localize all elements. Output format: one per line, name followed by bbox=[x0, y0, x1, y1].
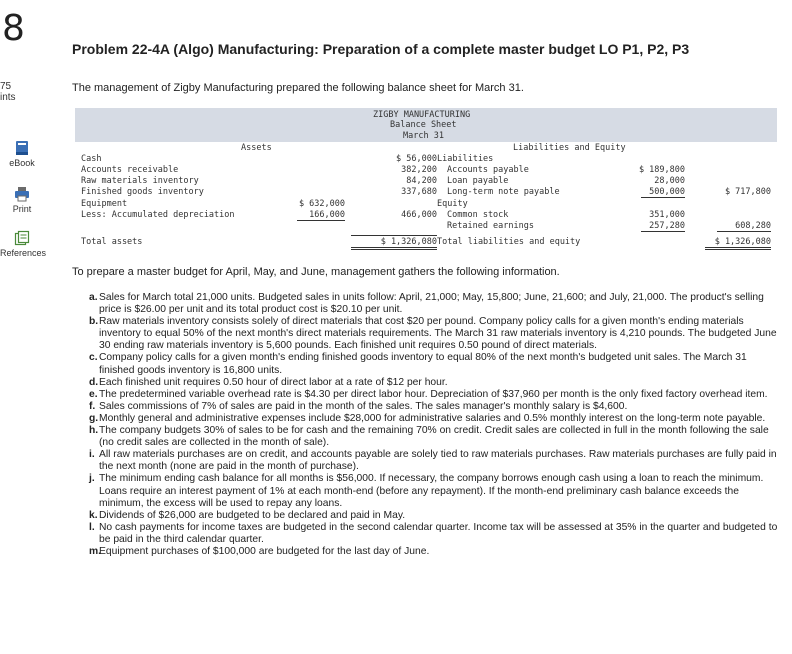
depreciation-underline bbox=[297, 220, 345, 221]
points-value: 75 bbox=[0, 81, 12, 92]
prep-text: To prepare a master budget for April, May, and June, management gathers the following information. bbox=[72, 266, 560, 278]
references-button[interactable] bbox=[0, 230, 47, 258]
ebook-icon bbox=[14, 140, 30, 156]
list-item bbox=[89, 316, 779, 352]
ebook-label: eBook bbox=[9, 158, 35, 168]
references-label: References bbox=[0, 248, 47, 258]
assets-header: Assets bbox=[241, 143, 272, 153]
item-text: Monthly general and administrative expenses include $28,000 for administrative salaries and 0.5% monthly interest on the long-term note payable. bbox=[99, 412, 766, 424]
equipment-label: Equipment bbox=[81, 199, 128, 209]
ar-label: Accounts receivable bbox=[81, 165, 179, 175]
list-item bbox=[89, 449, 779, 473]
finished-goods-value: 337,680 bbox=[401, 187, 437, 197]
loan-label: Loan payable bbox=[447, 176, 509, 186]
references-icon bbox=[14, 230, 30, 246]
total-equity-underline bbox=[717, 231, 771, 232]
ap-value: $ 189,800 bbox=[638, 165, 685, 175]
list-item bbox=[89, 401, 779, 413]
equipment-value: $ 632,000 bbox=[298, 199, 345, 209]
common-stock-label: Common stock bbox=[447, 210, 509, 220]
list-item bbox=[89, 473, 779, 509]
depreciation-value: 166,000 bbox=[309, 210, 345, 220]
item-letter: k. bbox=[89, 509, 98, 521]
item-letter: a. bbox=[89, 292, 98, 303]
retained-earnings-label: Retained earnings bbox=[447, 221, 534, 231]
item-text: Each finished unit requires 0.50 hour of direct labor at a rate of $12 per hour. bbox=[99, 376, 448, 388]
company-name: ZIGBY MANUFACTURING bbox=[373, 110, 471, 120]
points-label: ints bbox=[0, 92, 16, 103]
ebook-button[interactable] bbox=[0, 140, 44, 168]
list-item bbox=[89, 352, 779, 376]
info-list bbox=[89, 292, 779, 558]
liabilities-equity-header: Liabilities and Equity bbox=[513, 143, 626, 153]
total-liab-equity-double-underline bbox=[705, 247, 771, 250]
list-item bbox=[89, 377, 779, 389]
raw-materials-label: Raw materials inventory bbox=[81, 176, 199, 186]
equity-label: Equity bbox=[437, 199, 468, 209]
item-text: No cash payments for income taxes are budgeted in the second calendar quarter. Income tax will be assessed at 35% in the quarter and budgeted to be paid in the third calendar quarter. bbox=[99, 521, 778, 545]
item-letter: m. bbox=[89, 545, 102, 557]
item-text: The predetermined variable overhead rate is $4.30 per direct labor hour. Depreciation of $37,960 per month is the only fixed factory overhead item. bbox=[99, 388, 768, 400]
lt-note-label: Long-term note payable bbox=[447, 187, 560, 197]
statement-date: March 31 bbox=[403, 131, 444, 141]
list-item bbox=[89, 425, 779, 449]
raw-materials-value: 84,200 bbox=[406, 176, 437, 186]
print-icon bbox=[14, 186, 30, 202]
ap-label: Accounts payable bbox=[447, 165, 529, 175]
item-text: Company policy calls for a given month's ending finished goods inventory to equal 80% of the next month's budgeted unit sales. The March 31 finished goods inventory is 16,800 units. bbox=[99, 352, 747, 376]
item-letter: c. bbox=[89, 352, 98, 364]
item-text: Equipment purchases of $100,000 are budgeted for the last day of June. bbox=[99, 545, 430, 557]
intro-text: The management of Zigby Manufacturing prepared the following balance sheet for March 31. bbox=[72, 82, 524, 94]
ar-value: 382,200 bbox=[401, 165, 437, 175]
item-letter: l. bbox=[89, 521, 95, 533]
total-liab-equity-value: $ 1,326,080 bbox=[714, 237, 771, 247]
total-assets-value: $ 1,326,080 bbox=[380, 237, 437, 247]
statement-name: Balance Sheet bbox=[390, 120, 457, 130]
question-number: 8 bbox=[2, 8, 25, 49]
cash-label: Cash bbox=[81, 154, 102, 164]
list-item bbox=[89, 522, 779, 546]
print-label: Print bbox=[12, 204, 32, 214]
loan-value: 28,000 bbox=[654, 176, 685, 186]
balance-sheet bbox=[75, 108, 777, 254]
list-item bbox=[89, 546, 779, 558]
item-text: Dividends of $26,000 are budgeted to be declared and paid in May. bbox=[99, 509, 406, 521]
item-letter: b. bbox=[89, 316, 99, 328]
item-text: All raw materials purchases are on credit, and accounts payable are solely tied to raw materials purchases. Raw materials purchases are fully paid in the next month (none are paid in the month of purchase). bbox=[99, 449, 777, 473]
net-equipment-value: 466,000 bbox=[401, 210, 437, 220]
finished-goods-label: Finished goods inventory bbox=[81, 187, 204, 197]
item-letter: e. bbox=[89, 388, 98, 400]
total-assets-overline bbox=[351, 235, 437, 236]
total-liabilities-value: $ 717,800 bbox=[724, 187, 771, 197]
list-item bbox=[89, 292, 779, 316]
item-letter: d. bbox=[89, 376, 99, 388]
item-letter: h. bbox=[89, 425, 99, 437]
item-text: The minimum ending cash balance for all months is $56,000. If necessary, the company borrows enough cash using a loan to reach the minimum. Loans require an interest payment of 1% at each month-end (before any repayment). If the month-end preliminary cash balance exceeds the minimum, the excess will be used to repay any loans. bbox=[99, 473, 764, 509]
common-stock-value: 351,000 bbox=[649, 210, 685, 220]
item-letter: g. bbox=[89, 412, 99, 424]
points-info bbox=[0, 81, 16, 103]
item-text: Sales for March total 21,000 units. Budgeted sales in units follow: April, 21,000; May, 15,800; June, 21,600; and July, 21,000. The product's selling price is $26.00 per unit and its total product cost is $20.10 per unit. bbox=[99, 292, 764, 316]
retained-earnings-underline bbox=[641, 231, 685, 232]
problem-title: Problem 22-4A (Algo) Manufacturing: Preparation of a complete master budget LO P1, P2, P3 bbox=[72, 41, 690, 57]
cash-value: $ 56,000 bbox=[396, 154, 437, 164]
total-assets-double-underline bbox=[351, 247, 437, 250]
total-equity-value: 608,280 bbox=[735, 221, 771, 231]
list-item bbox=[89, 510, 779, 522]
list-item bbox=[89, 389, 779, 401]
depreciation-label: Less: Accumulated depreciation bbox=[81, 210, 235, 220]
lt-note-underline bbox=[641, 197, 685, 198]
item-letter: i. bbox=[89, 449, 95, 461]
total-liab-equity-label: Total liabilities and equity bbox=[437, 237, 581, 247]
retained-earnings-value: 257,280 bbox=[649, 221, 685, 231]
print-button[interactable] bbox=[0, 186, 44, 214]
item-letter: f. bbox=[89, 400, 96, 412]
item-text: Raw materials inventory consists solely of direct materials that cost $20 per pound. Company policy calls for a given month's ending materials inventory to equal 50% of the next month's direct materials requirements. The March 31 raw materials inventory is 4,210 pounds. The budgeted June 30 ending raw materials inventory is 5,600 pounds. Each finished unit requires 0.50 pound of direct materials. bbox=[99, 316, 777, 352]
list-item bbox=[89, 413, 779, 425]
total-assets-label: Total assets bbox=[81, 237, 143, 247]
item-letter: j. bbox=[89, 473, 95, 485]
item-text: The company budgets 30% of sales to be for cash and the remaining 70% on credit. Credit sales are collected in full in the month following the sale (no credit sales are collected in the month of sale). bbox=[99, 425, 769, 449]
liabilities-label: Liabilities bbox=[437, 154, 494, 164]
lt-note-value: 500,000 bbox=[649, 187, 685, 197]
item-text: Sales commissions of 7% of sales are paid in the month of the sales. The sales manager's monthly salary is $4,600. bbox=[99, 400, 628, 412]
